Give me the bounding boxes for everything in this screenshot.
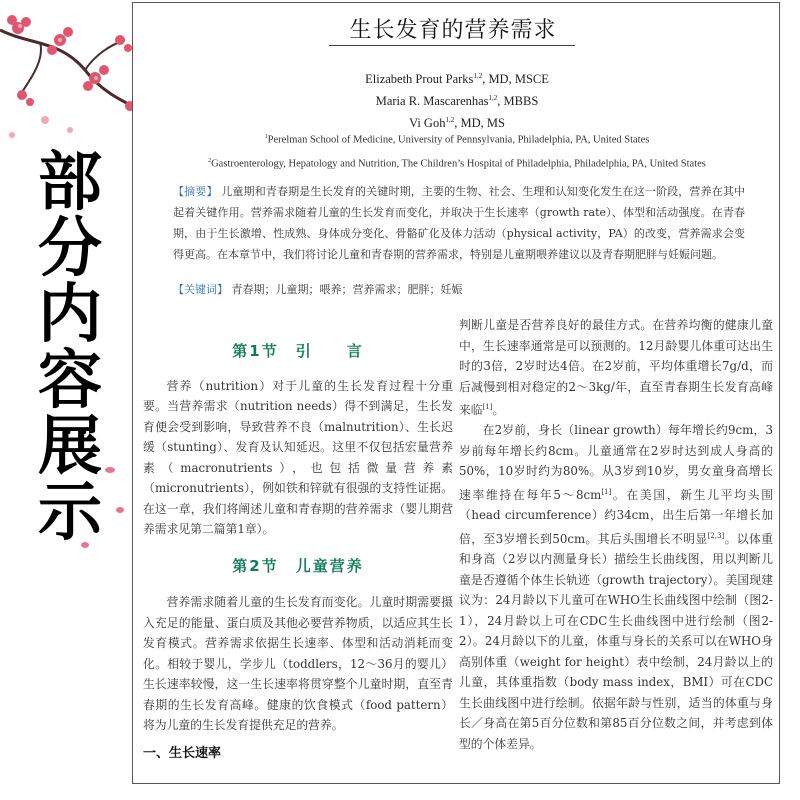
paragraph: 营养需求随着儿童的生长发育而变化。儿童时期需要摄入充足的能量、蛋白质及其他必要营养物质，以适应其生长发育模式。营养需求依据生长速率、体型和活动消耗而变化。相较于婴儿，学步儿（toddlers，12～36月的婴儿）生长速率较慢，这一生长速率将贯穿整个儿童时期，直至青春期的生长发育高峰。健康的饮食模式（food pattern）将为儿童的生长发育提供充足的营养。	[143, 595, 453, 732]
keywords-tag: 【关键词】	[173, 283, 228, 296]
side-label-char: 部	[38, 146, 102, 220]
section-heading-intro: 第1节 引 言	[232, 342, 364, 360]
right-column	[459, 315, 773, 754]
side-label-char: 展	[38, 410, 102, 484]
abstract	[173, 181, 745, 265]
affiliation: $^2$Gastroenterology, Hepatology and Nutrition, The Children’s Hospital of Philadelphia, Philadelphia, PA, United States	[208, 157, 706, 169]
section-heading-child-nutrition: 第2节 儿童营养	[232, 556, 364, 575]
paragraph: 在2岁前，身长（linear growth）每年增长约9cm，3岁前每年增长约8cm。儿童通常在2岁时达到成人身高的50%，10岁时约为80%。从3岁到10岁，男女童身高增长速率维持在每年5～8cm[1]。在美国，新生儿平均头围（head circumference）约34cm，出生后第一年增长加倍，至3岁增长到50cm。其后头围增长不明显[2,3]。以体重和身高（2岁以内测量身长）描绘生长曲线图，用以判断儿童是否遵循个体生长轨迹（growth trajectory）。美国现建议为：24月龄以下儿童可在WHO生长曲线图中绘制（图2-1），24月龄以上可在CDC生长曲线图中进行绘制（图2-2）。24月龄以下的儿童，体重与身长的关系可以在WHO身高别体重（weight for height）表中绘制，24月龄以上的儿童，其体重指数（body mass index，BMI）可在CDC生长曲线图中进行绘制。依据年龄与性别，适当的体重与身长／身高在第5百分位数和第85百分位数之间，并考虑到体型的个体差异。	[459, 423, 773, 751]
side-label-char: 示	[38, 476, 102, 550]
author: Maria R. Mascarenhas$^{1,2}$, MBBS	[375, 94, 539, 109]
author: Vi Goh$^{1,2}$, MD, MS	[409, 116, 505, 131]
abstract-tag: 【摘要】	[173, 185, 218, 198]
subsection-heading: 一、生长速率	[143, 745, 222, 761]
author: Elizabeth Prout Parks$^{1,2}$, MD, MSCE	[365, 72, 549, 87]
affiliation-list	[133, 127, 780, 174]
keywords-text: 青春期；儿童期；喂养；营养需求；肥胖；妊娠	[231, 283, 463, 296]
left-column	[143, 315, 453, 764]
title-underline	[329, 45, 575, 46]
side-label-char: 容	[38, 344, 102, 418]
page-title: 生长发育的营养需求	[349, 18, 557, 43]
affiliation: $^1$Perelman School of Medicine, University of Pennsylvania, Philadelphia, PA, United States	[264, 134, 650, 146]
book-page	[132, 2, 780, 784]
side-label-char: 内	[38, 278, 102, 352]
side-label-char: 分	[38, 212, 102, 286]
abstract-text: 儿童期和青春期是生长发育的关键时期，主要的生物、社会、生理和认知变化发生在这一阶段，营养在其中起着关键作用。营养需求随着儿童的生长发育而变化，并取决于生长速率（growth rate）、体型和活动强度。在青春期，由于生长激增、性成熟、身体成分变化、骨骼矿化及体力活动（physical activity，PA）的改变，营养需求会变得更高。在本章节中，我们将讨论儿童和青春期的营养需求，特别是儿童期喂养建议以及青春期肥胖与妊娠问题。	[173, 185, 746, 261]
keywords	[173, 281, 745, 299]
paragraph: 营养（nutrition）对于儿童的生长发育过程十分重要。当营养需求（nutrition needs）得不到满足，生长发育便会受到影响，导致营养不良（malnutrition）、生长迟缓（stunting）、发育及认知延迟。这里不仅包括宏量营养素（macronutrients），也包括微量营养素（micronutrients），例如铁和锌就有很强的支持性证据。在这一章，我们将阐述儿童和青春期的营养需求（婴儿期营养需求见第二篇第1章）。	[143, 378, 453, 536]
paragraph: 判断儿童是否营养良好的最佳方式。在营养均衡的健康儿童中，生长速率通常是可以预测的。12月龄婴儿体重可达出生时的3倍，2岁时达4倍。在2岁前，平均体重增长7g/d，而后减慢到相对稳定的2～3kg/年，直至青春期生长发育高峰来临[1]。	[459, 318, 773, 417]
side-label	[30, 146, 110, 550]
author-list	[133, 67, 780, 133]
